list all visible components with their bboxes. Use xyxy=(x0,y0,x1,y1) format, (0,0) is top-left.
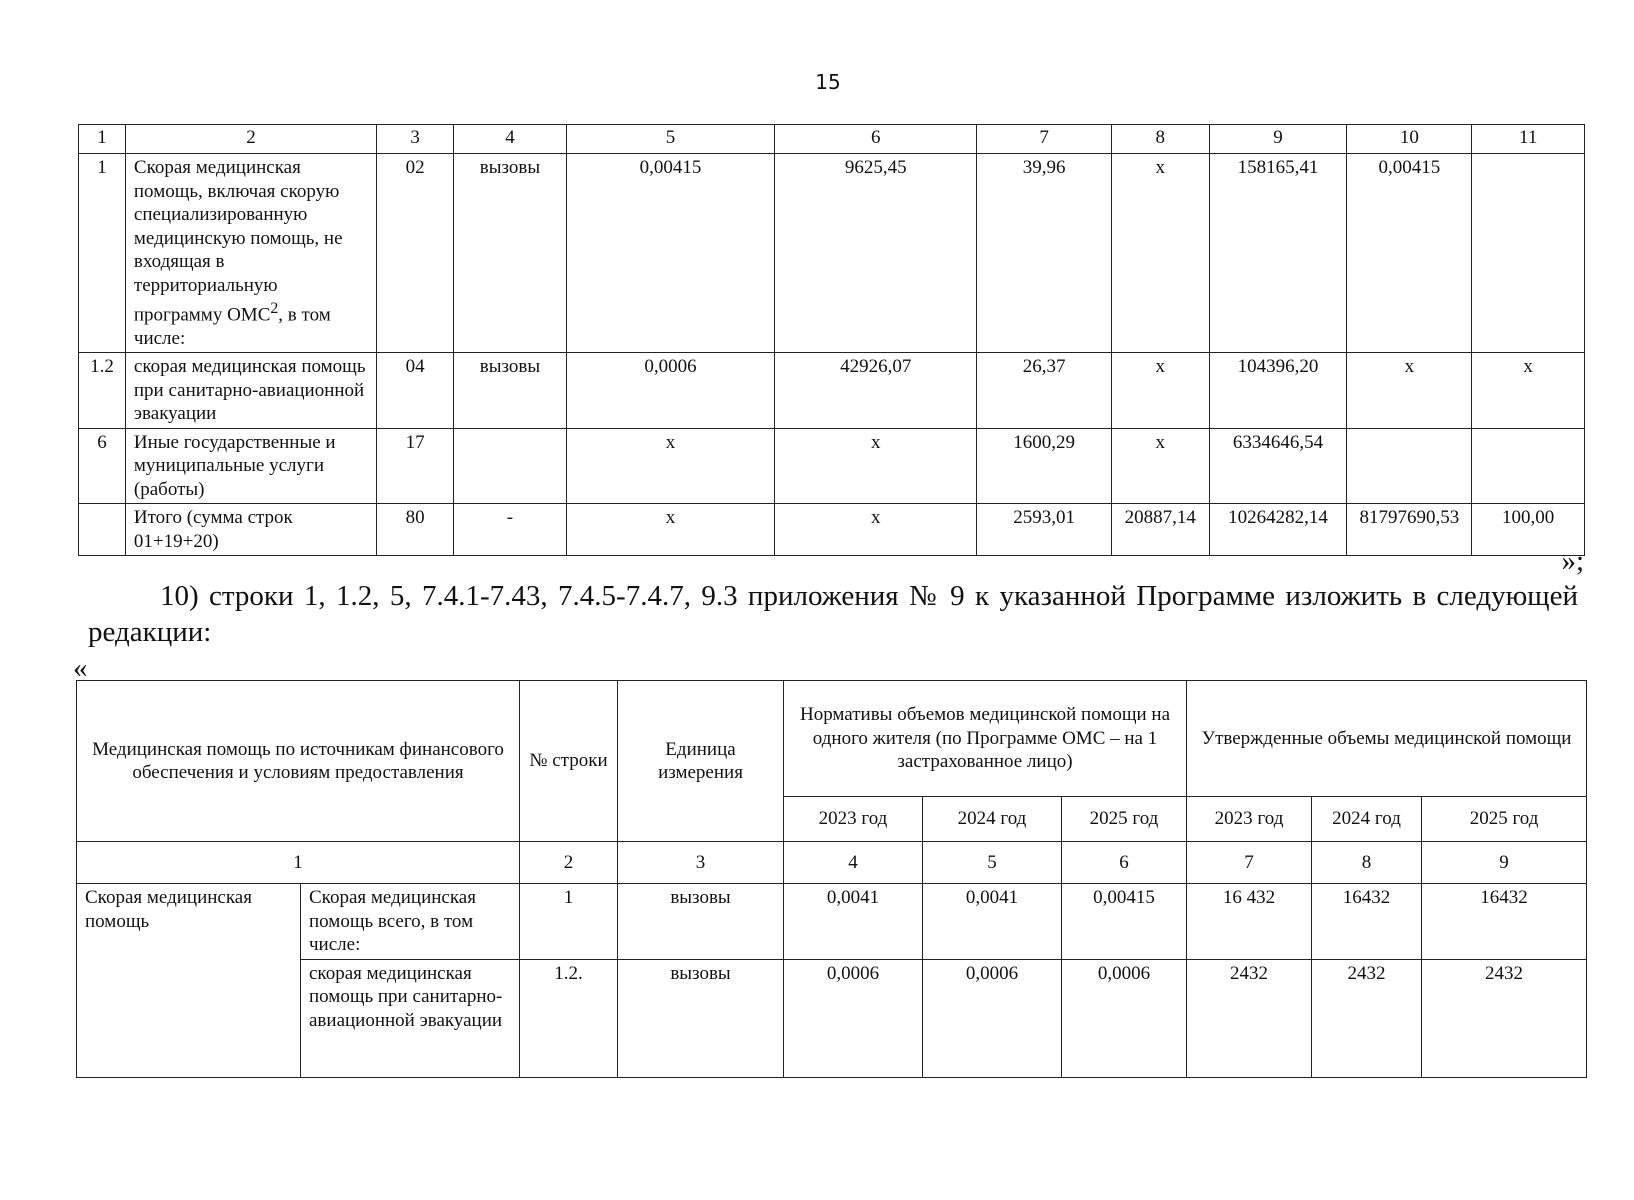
cell: 2432 xyxy=(1312,959,1422,1077)
cell: 0,00415 xyxy=(1347,154,1472,353)
column-number: 3 xyxy=(377,125,454,154)
row-label: Иные государственные и муниципальные услуги (работы) xyxy=(125,428,376,504)
cell: вызовы xyxy=(454,353,567,429)
cell: 10264282,14 xyxy=(1209,504,1347,556)
cell: х xyxy=(775,428,977,504)
cell: 26,37 xyxy=(977,353,1111,429)
cell: 0,00415 xyxy=(1062,884,1187,960)
table-header-row xyxy=(79,125,1585,154)
cell: 1 xyxy=(520,884,618,960)
header-year: 2024 год xyxy=(1312,797,1422,842)
cell: 16432 xyxy=(1312,884,1422,960)
cell: 1600,29 xyxy=(977,428,1111,504)
table-row xyxy=(79,154,1585,353)
cell: вызовы xyxy=(618,884,784,960)
cell: 0,0006 xyxy=(923,959,1062,1077)
cell: х xyxy=(1111,154,1209,353)
column-number: 9 xyxy=(1422,842,1587,884)
cell: вызовы xyxy=(618,959,784,1077)
cell: 17 xyxy=(377,428,454,504)
column-number: 7 xyxy=(977,125,1111,154)
column-number: 2 xyxy=(125,125,376,154)
table-row xyxy=(77,884,1587,960)
amendment-paragraph: 10) строки 1, 1.2, 5, 7.4.1-7.43, 7.4.5-7.4.7, 9.3 приложения № 9 к указанной Программе изложить в следующей редакции: xyxy=(88,580,1578,648)
column-number: 6 xyxy=(775,125,977,154)
cell: х xyxy=(775,504,977,556)
cell: 1.2. xyxy=(520,959,618,1077)
header-year: 2023 год xyxy=(784,797,923,842)
row-label-tail: , в том числе: xyxy=(133,304,331,349)
cell: 39,96 xyxy=(977,154,1111,353)
cell: 0,0006 xyxy=(784,959,923,1077)
cell: 6334646,54 xyxy=(1209,428,1347,504)
column-number: 11 xyxy=(1472,125,1585,154)
row-label: скорая медицинская помощь при санитарно-авиационной эвакуации xyxy=(125,353,376,429)
table-row xyxy=(77,959,1587,1077)
header-year: 2023 год xyxy=(1187,797,1312,842)
cell: х xyxy=(566,504,774,556)
column-number: 4 xyxy=(454,125,567,154)
cell: 2593,01 xyxy=(977,504,1111,556)
column-number: 7 xyxy=(1187,842,1312,884)
column-number: 8 xyxy=(1312,842,1422,884)
group-label: Скорая медицинская помощь xyxy=(77,884,301,1078)
cell: 42926,07 xyxy=(775,353,977,429)
header-assistance-type: Медицинская помощь по источникам финансового обеспечения и условиям предоставления xyxy=(77,681,520,842)
cell: 80 xyxy=(377,504,454,556)
cell: 104396,20 xyxy=(1209,353,1347,429)
column-number: 4 xyxy=(784,842,923,884)
row-label xyxy=(125,154,376,353)
row-label-text: Скорая медицинская помощь, включая скорую специализированную медицинскую помощь, не входящая в территориальную программу ОМС xyxy=(133,157,343,326)
page-number: 15 xyxy=(815,70,841,94)
table-header-row xyxy=(77,681,1587,797)
cell: 0,0041 xyxy=(923,884,1062,960)
cell: 0,0006 xyxy=(1062,959,1187,1077)
row-number: 6 xyxy=(79,428,126,504)
cell: 100,00 xyxy=(1472,504,1585,556)
cell: 0,00415 xyxy=(566,154,774,353)
table-expenses xyxy=(78,124,1585,556)
column-number: 1 xyxy=(79,125,126,154)
column-number: 5 xyxy=(923,842,1062,884)
column-number: 6 xyxy=(1062,842,1187,884)
cell: 16 432 xyxy=(1187,884,1312,960)
cell: х xyxy=(1111,353,1209,429)
cell: х xyxy=(1472,353,1585,429)
header-unit: Единица измерения xyxy=(618,681,784,842)
row-number: 1 xyxy=(79,154,126,353)
column-number: 8 xyxy=(1111,125,1209,154)
column-number: 10 xyxy=(1347,125,1472,154)
column-number: 1 xyxy=(77,842,520,884)
cell: 81797690,53 xyxy=(1347,504,1472,556)
header-year: 2025 год xyxy=(1422,797,1587,842)
closing-quote: »; xyxy=(1561,545,1584,577)
header-approved-volumes: Утвержденные объемы медицинской помощи xyxy=(1187,681,1587,797)
column-number: 9 xyxy=(1209,125,1347,154)
column-number: 2 xyxy=(520,842,618,884)
table-volumes xyxy=(76,680,1587,1078)
cell: 2432 xyxy=(1422,959,1587,1077)
cell: 0,0041 xyxy=(784,884,923,960)
cell: 02 xyxy=(377,154,454,353)
cell xyxy=(1347,428,1472,504)
header-row-number: № строки xyxy=(520,681,618,842)
cell: 16432 xyxy=(1422,884,1587,960)
cell xyxy=(1472,428,1585,504)
cell xyxy=(1472,154,1585,353)
footnote-mark: 2 xyxy=(270,300,279,317)
row-label: Итого (сумма строк 01+19+20) xyxy=(125,504,376,556)
cell: 2432 xyxy=(1187,959,1312,1077)
cell: 20887,14 xyxy=(1111,504,1209,556)
cell: х xyxy=(1111,428,1209,504)
column-number: 3 xyxy=(618,842,784,884)
header-norms: Нормативы объемов медицинской помощи на одного жителя (по Программе ОМС – на 1 застрахованное лицо) xyxy=(784,681,1187,797)
row-number xyxy=(79,504,126,556)
cell: 158165,41 xyxy=(1209,154,1347,353)
cell: х xyxy=(566,428,774,504)
header-year: 2025 год xyxy=(1062,797,1187,842)
cell xyxy=(454,428,567,504)
cell: - xyxy=(454,504,567,556)
table-row-total xyxy=(79,504,1585,556)
row-label: Скорая медицинская помощь всего, в том числе: xyxy=(301,884,520,960)
header-year: 2024 год xyxy=(923,797,1062,842)
row-number: 1.2 xyxy=(79,353,126,429)
opening-quote: « xyxy=(73,652,88,684)
column-number: 5 xyxy=(566,125,774,154)
cell: 0,0006 xyxy=(566,353,774,429)
table-row xyxy=(79,428,1585,504)
cell: 9625,45 xyxy=(775,154,977,353)
table-row xyxy=(79,353,1585,429)
cell: 04 xyxy=(377,353,454,429)
cell: х xyxy=(1347,353,1472,429)
table-index-row xyxy=(77,842,1587,884)
cell: вызовы xyxy=(454,154,567,353)
row-label: скорая медицинская помощь при санитарно-авиационной эвакуации xyxy=(301,959,520,1077)
